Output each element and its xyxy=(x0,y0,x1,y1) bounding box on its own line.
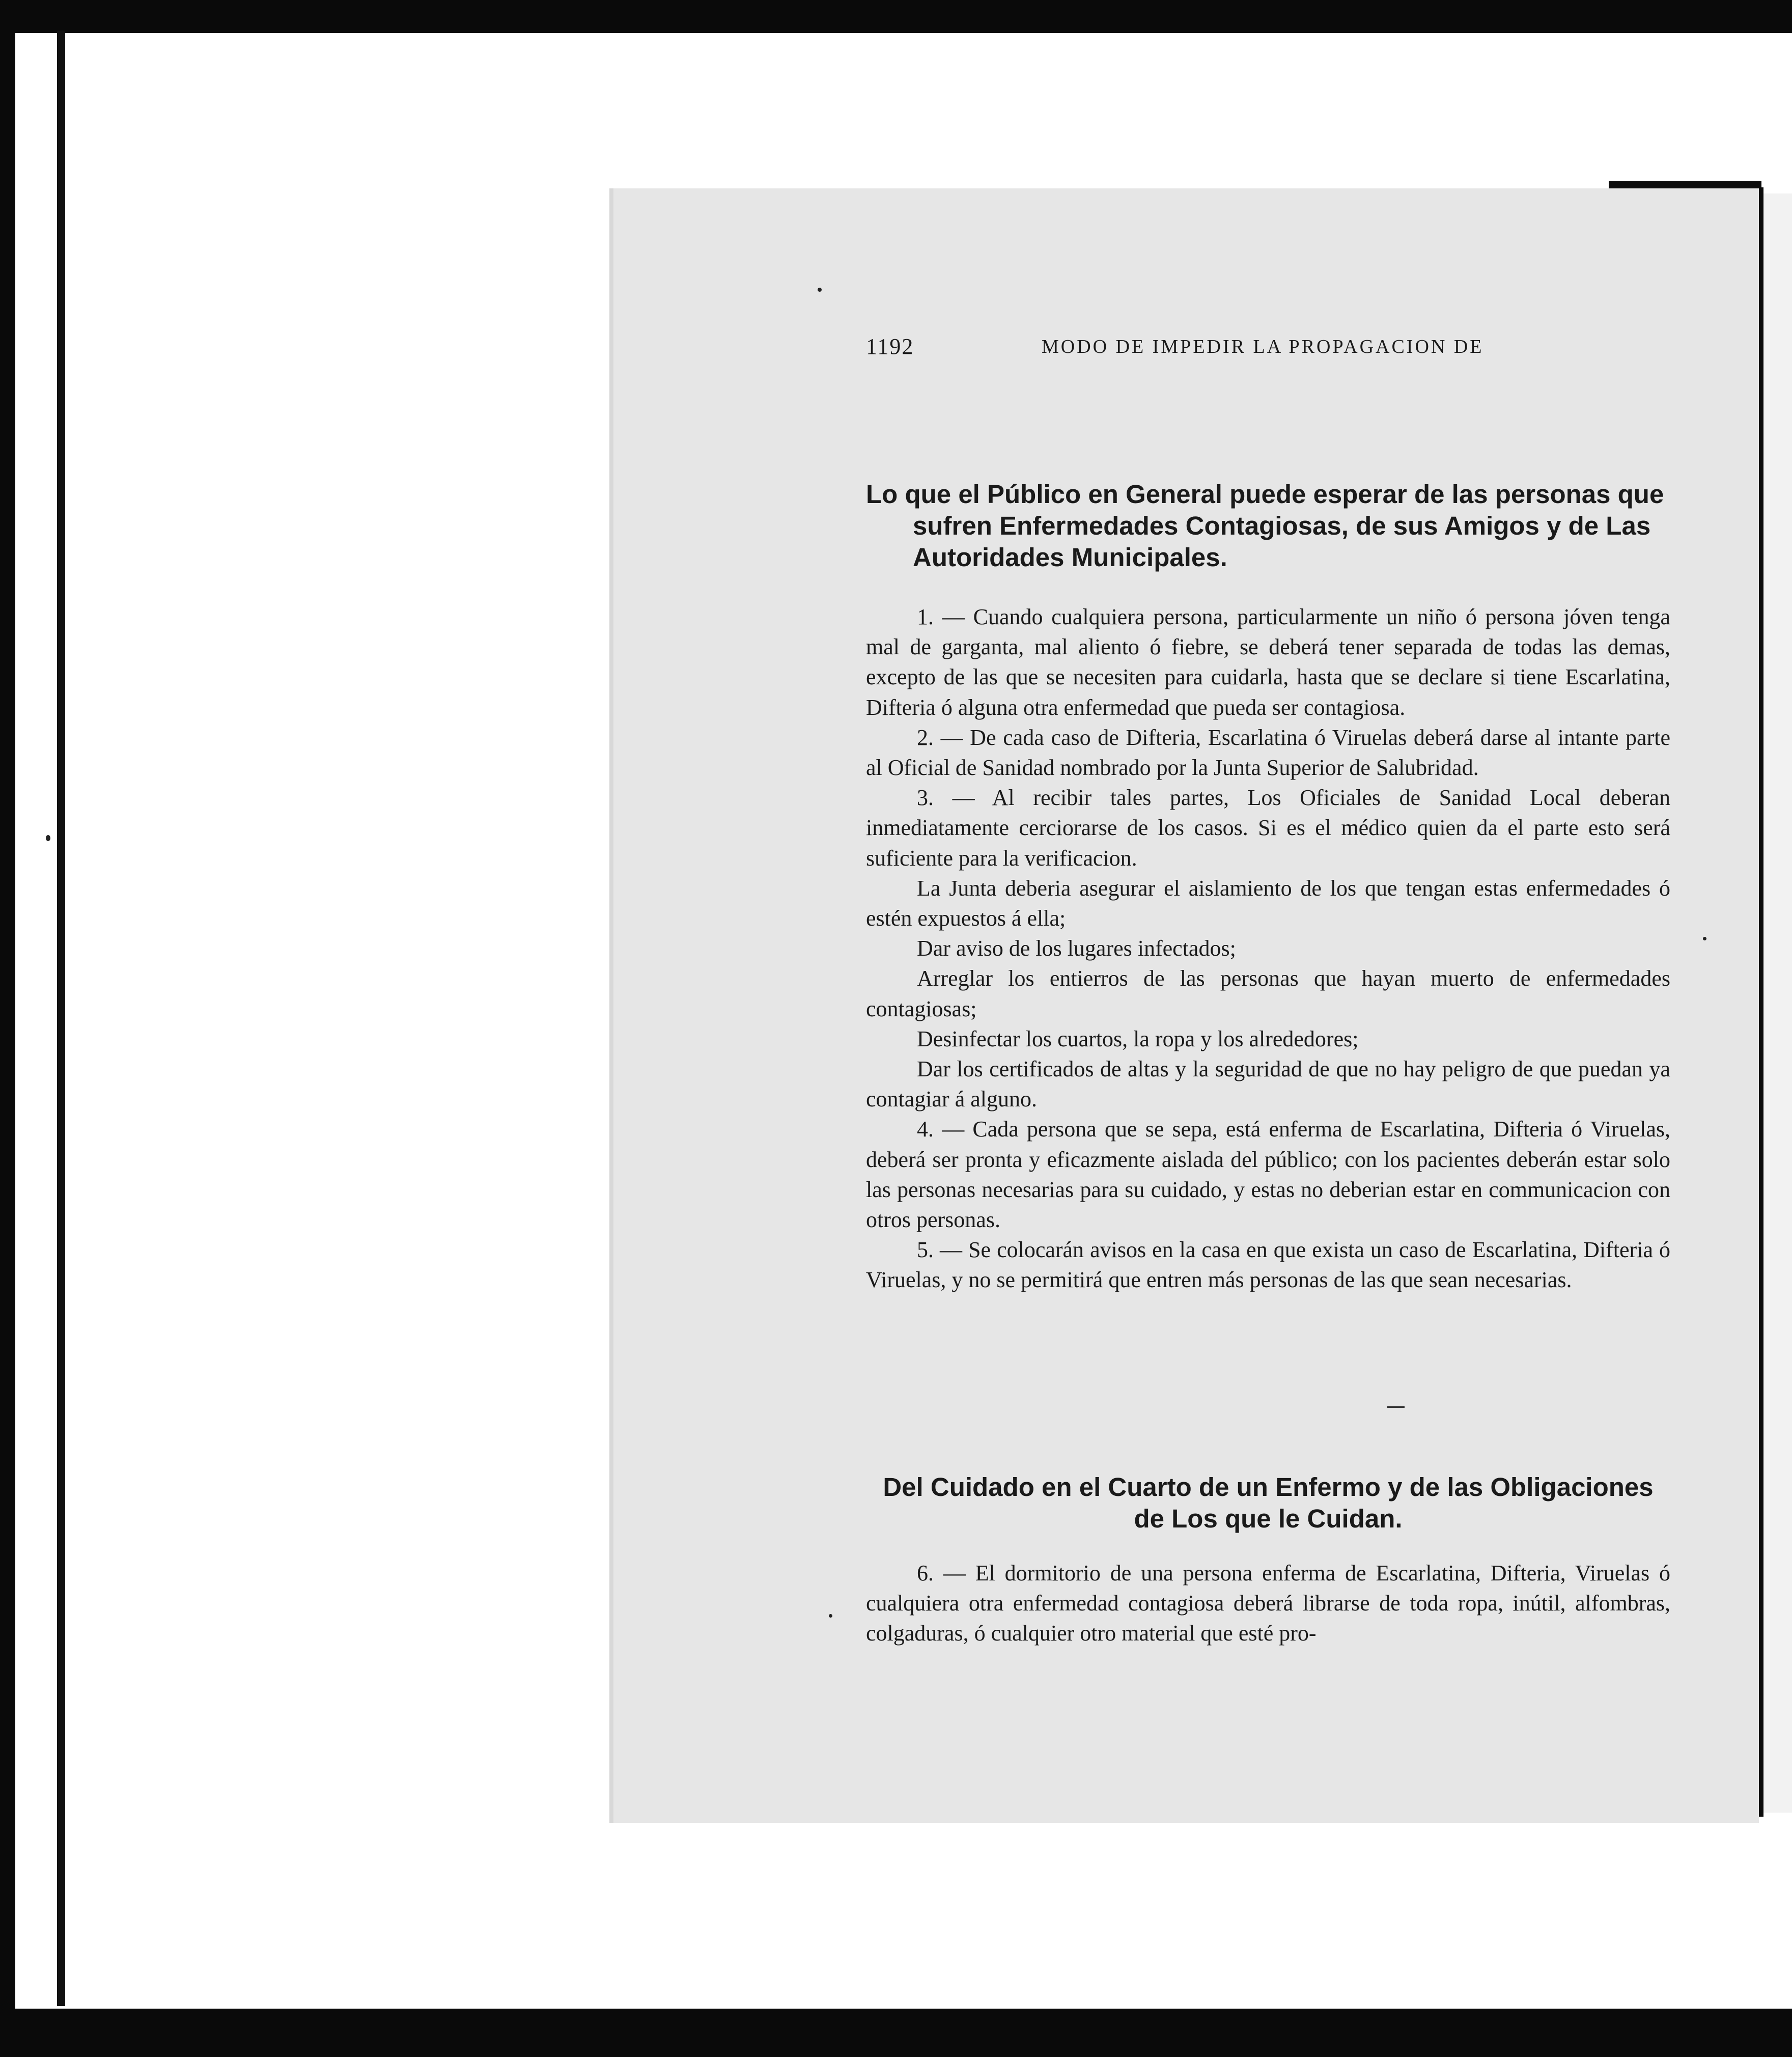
section-heading-public: Lo que el Público en General puede esperar de las personas que sufren Enfermedades Contagiosas, de sus Amigos y de Las Autoridades Municipales. xyxy=(866,480,1664,572)
page-number: 1192 xyxy=(866,334,914,359)
dust-speck xyxy=(1703,937,1706,940)
paragraph: Desinfectar los cuartos, la ropa y los alrededores; xyxy=(917,1026,1359,1051)
paragraph: 1. — Cuando cualquiera persona, particularmente un niño ó persona jóven tenga mal de garganta, mal aliento ó fiebre, se deberá tener separada de todas las demas, excepto de las que se necesiten para cuidarla, hasta que se declare si tiene Escarlatina, Difteria ó alguna otra enfermedad que pueda ser contagiosa. xyxy=(866,604,1670,720)
section-heading-sickroom: Del Cuidado en el Cuarto de un Enfermo y de las Obligaciones de Los que le Cuidan. xyxy=(883,1472,1654,1533)
paragraph: 2. — De cada caso de Difteria, Escarlatina ó Viruelas deberá darse al intante parte al Oficial de Sanidad nombrado por la Junta Superior de Salubridad. xyxy=(866,725,1670,781)
paragraph: Arreglar los entierros de las personas que hayan muerto de enfermedades contagiosas; xyxy=(866,966,1670,1021)
scan-border-bottom xyxy=(0,2009,1792,2057)
paragraph: 6. — El dormitorio de una persona enferma de Escarlatina, Difteria, Viruelas ó cualquiera otra enfermedad contagiosa deberá librarse de toda ropa, inútil, alfombras, colgaduras, ó cualquier otro material que esté pro- xyxy=(866,1561,1670,1646)
book-edge-strip xyxy=(1763,193,1792,1813)
paragraph: 5. — Se colocarán avisos en la casa en que exista un caso de Escarlatina, Difteria ó Viruelas, y no se permitirá que entren más personas de las que sean necesarias. xyxy=(866,1237,1670,1293)
running-head xyxy=(866,333,1670,364)
paragraph: Dar los certificados de altas y la seguridad de que no hay peligro de que puedan ya contagiar á alguno. xyxy=(866,1057,1670,1112)
dust-speck xyxy=(818,288,822,292)
scan-border-left-inner xyxy=(57,31,65,2006)
paragraph: La Junta deberia asegurar el aislamiento de los que tengan estas enfermedades ó estén expuestos á ella; xyxy=(866,875,1670,931)
paragraph: 3. — Al recibir tales partes, Los Oficiales de Sanidad Local deberan inmediatamente cerciorarse de los casos. Si es el médico quien da el parte esto será suficiente para la verificacion. xyxy=(866,785,1670,871)
paragraph: Dar aviso de los lugares infectados; xyxy=(917,936,1236,961)
scan-border-left xyxy=(0,0,15,2057)
dust-speck xyxy=(46,835,50,841)
section-body-sickroom xyxy=(866,1558,1670,1649)
paragraph: 4. — Cada persona que se sepa, está enferma de Escarlatina, Difteria ó Viruelas, deberá ser pronta y eficazmente aislada del público; con los pacientes deberán estar solo las personas necesarias para su cuidado, y estas no deberian estar en communicacion con otros personas. xyxy=(866,1117,1670,1233)
running-title: MODO DE IMPEDIR LA PROPAGACION DE xyxy=(1042,336,1484,357)
scan-border-top xyxy=(0,0,1792,33)
section-body-public xyxy=(866,602,1670,1295)
section-divider xyxy=(1387,1406,1405,1408)
book-page xyxy=(613,188,1759,1823)
dust-speck xyxy=(829,1614,832,1618)
